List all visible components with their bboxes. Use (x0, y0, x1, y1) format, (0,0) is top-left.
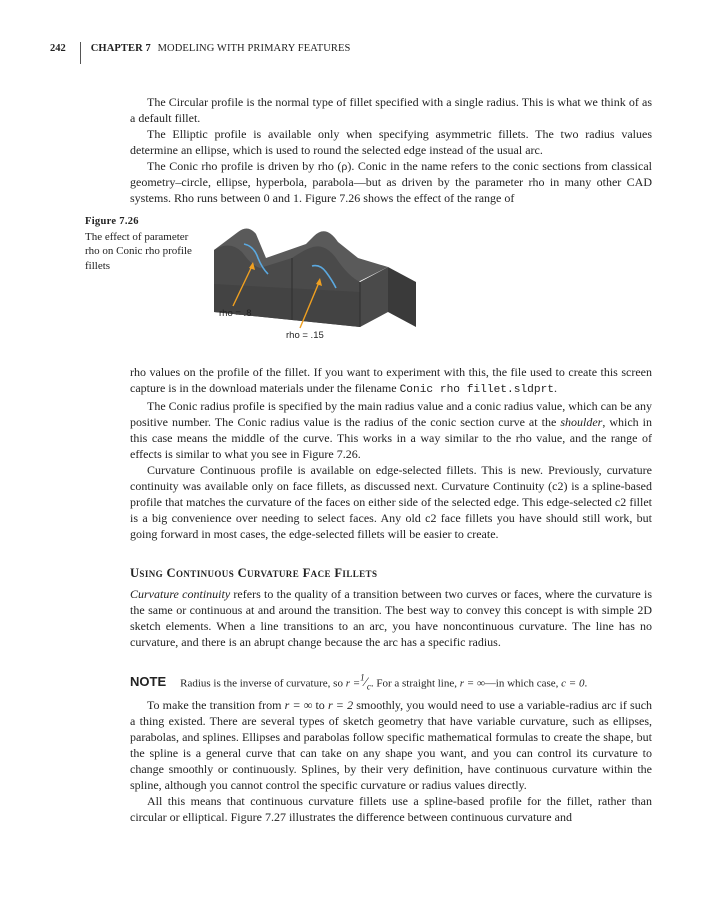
block-right-face (388, 267, 416, 327)
paragraph-transition (130, 697, 652, 793)
figure-caption-text: The effect of parameter rho on Conic rho profile fillets (85, 230, 192, 272)
chapter-name: MODELING WITH PRIMARY FEATURES (157, 43, 351, 54)
note-text-c: —in which case, (484, 677, 559, 690)
filename: Conic rho fillet.sldprt (399, 384, 554, 396)
transition-text-b: to (315, 698, 325, 712)
callout-rho-015: rho = .15 (286, 330, 324, 341)
callout-rho-08: rho = .8 (219, 308, 252, 319)
transition-math-2: r = 2 (327, 698, 354, 712)
curvature-continuity-term: Curvature continuity (130, 587, 231, 601)
fraction-denominator: c (366, 681, 371, 692)
transition-math-1: r = ∞ (284, 698, 313, 712)
figure-7-26 (208, 222, 428, 347)
note-formula-lhs: r = (345, 677, 361, 690)
page-number: 242 (50, 43, 66, 54)
paragraph-spline-profile: All this means that continuous curvature fillets use a spline-based profile for the fillet, rather than circular or elliptical. Figure 7.27 illustrates the difference between continuous curvature and (130, 794, 652, 824)
fraction-numerator: 1 (360, 673, 365, 683)
paragraph-curvature-continuity (130, 586, 652, 650)
curvature-continuity-text: refers to the quality of a transition between two curves or faces, where the curvature is the same or continuous at and around the transition. The best way to convey this concept is with simple 2D sketch elements. When a line transitions to an arc, you have noncontinuous curvature. The line has no curvature, and there is an abrupt change because the arc has a specific radius. (130, 587, 652, 649)
paragraph-rho-values (130, 364, 652, 398)
header-divider (80, 42, 81, 64)
section-heading-text: Using Continuous Curvature Face Fillets (130, 566, 378, 580)
paragraph-curvature-continuous: Curvature Continuous profile is available on edge-selected fillets. This is new. Previously, curvature continuity was available only on face fillets, as discussed next. Curvature Continuity (c2) is a spline-based profile that matches the curvature of the faces on either side of the selected edge. This edge-selected c2 fillet is a big convenience over needing to select faces. Any old c2 face fillets you have should still work, but going forward in most cases, the edge-selected fillets will be easier to create. (130, 463, 652, 541)
note-formula-3: c = 0 (561, 677, 585, 690)
section-text (130, 586, 652, 650)
paragraph-circular: The Circular profile is the normal type of fillet specified with a single radius. This is what we think of as a default fillet. (130, 95, 652, 125)
post-figure-text (130, 364, 652, 542)
paragraph-conic-rho: The Conic rho profile is driven by rho (ρ). Conic in the name refers to the conic sections from classical geometry–circle, ellipse, hyperbola, parabola—but as driven by the parameter rho in many other CAD systems. Rho runs between 0 and 1. Figure 7.26 shows the effect of the range of (130, 159, 652, 205)
rho-values-end: . (554, 381, 557, 395)
note-text-a: Radius is the inverse of curvature, so (180, 677, 343, 690)
section-heading (130, 566, 377, 581)
shoulder-term: shoulder (560, 415, 603, 429)
transition-text-a: To make the transition from (147, 698, 282, 712)
note-text-b: . For a straight line, (370, 677, 457, 690)
running-header (50, 42, 351, 64)
chapter-label: CHAPTER 7 (90, 43, 151, 54)
conic-radius-text-b: , which in this case means the middle of the curve. This works in a way similar to the rho value, and the range of effects is similar to what you see in Figure 7.26. (130, 415, 653, 461)
conic-radius-text-a: The Conic radius profile is specified by the main radius value and a conic radius value, which can be any positive number. The Conic radius value is the radius of the conic section curve at the (130, 399, 652, 429)
note-box (130, 670, 652, 695)
note-text (180, 670, 587, 695)
chapter-title (91, 43, 351, 54)
paragraph-elliptic: The Elliptic profile is available only when specifying asymmetric fillets. The two radius values determine an ellipse, which is used to round the selected edge instead of the usual arc. (130, 127, 652, 157)
paragraph-conic-radius (130, 398, 652, 462)
figure-label: Figure 7.26 (85, 216, 139, 227)
note-formula-2: r = ∞ (459, 677, 485, 690)
note-fraction: $^1⁄_c$ (360, 673, 371, 692)
fillet-model-illustration (208, 222, 428, 347)
intro-text (130, 94, 652, 206)
transition-text-c: smoothly, you would need to use a variable-radius arc if such a thing existed. There are several types of sketch geometry that have variable curvature, such as ellipses, parabolas, and splines. Ellipses and parabolas follow specific mathematical formulas to create the shape, but the spline is a general curve that can take on any shape you want, and you can control its curvature to change smoothly or continuously. Splines, by their very definition, have continuous curvature within the spline, although you cannot control the specific curvature or radius values directly. (130, 698, 653, 792)
rho-values-text: rho values on the profile of the fillet. If you want to experiment with this, the file used to create this screen capture is in the download materials under the filename (130, 365, 652, 395)
note-text-d: . (584, 677, 588, 690)
note-label: NOTE (130, 674, 167, 690)
figure-caption (85, 215, 205, 273)
closing-text (130, 697, 652, 825)
